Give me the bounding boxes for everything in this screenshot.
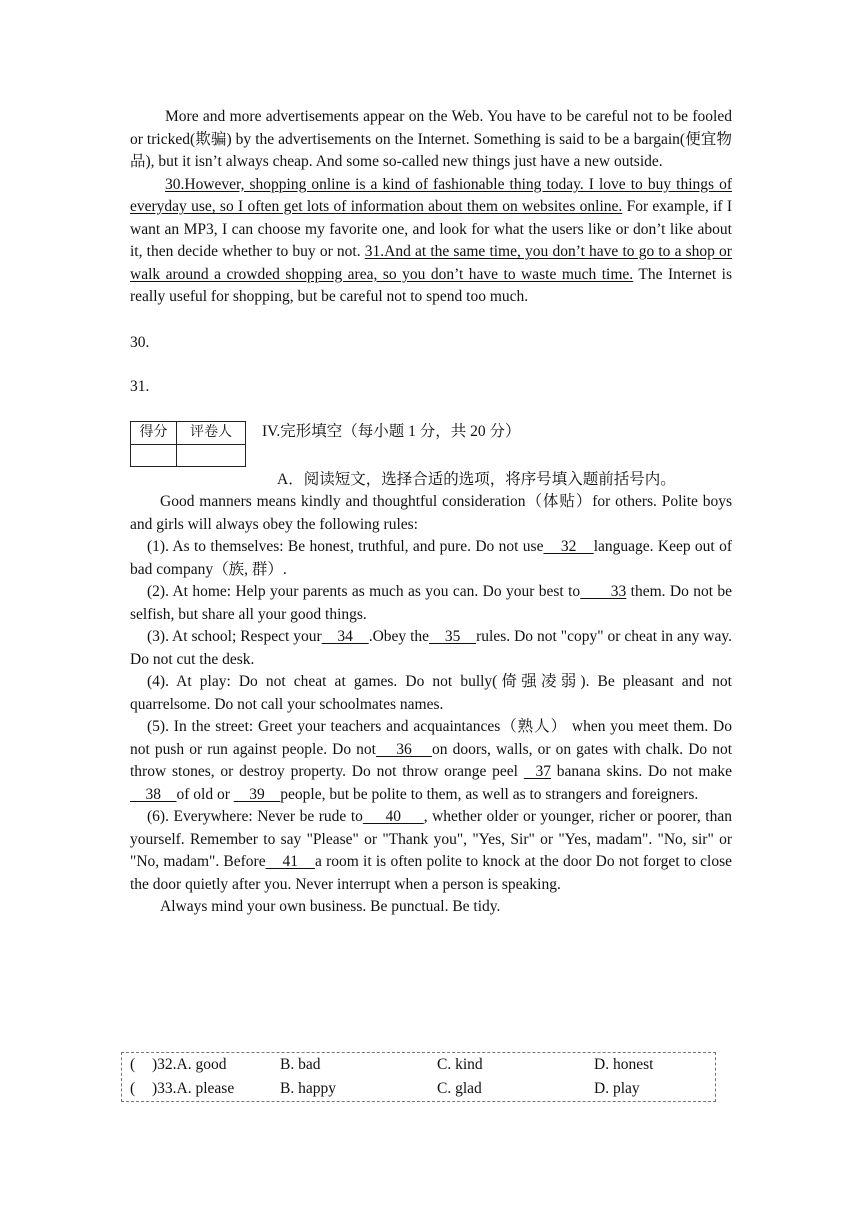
- grader-cell[interactable]: [177, 445, 246, 467]
- rule-text: (6). Everywhere: Never be rude to: [147, 808, 363, 825]
- option-c: C. kind: [437, 1056, 483, 1073]
- rule-text: (3). At school; Respect your: [147, 628, 322, 645]
- rule-text: on doors, walls, or on gates with chalk. Do not throw stones, or destroy property. Do not throw orange peel: [130, 740, 733, 780]
- options-box: [121, 1052, 716, 1102]
- answer-bracket[interactable]: (: [130, 1056, 136, 1073]
- rule-text: them. Do not be selfish, but share all your good things.: [130, 583, 733, 623]
- rule-text: (1). As to themselves: Be honest, truthful, and pure. Do not use: [147, 538, 544, 555]
- answer-bracket[interactable]: (: [130, 1080, 136, 1097]
- rule-text: (2). At home: Help your parents as much as you can. Do your best to: [147, 583, 581, 600]
- blank-41: 41: [265, 853, 315, 870]
- option-b: B. bad: [280, 1056, 321, 1073]
- cloze-intro: Good manners means kindly and thoughtful consideration（体贴）for others. Polite boys and girls will always obey the following rules:: [130, 493, 732, 533]
- rule-text: people, but be polite to them, as well as to strangers and foreigners.: [280, 785, 699, 803]
- score-cell[interactable]: [131, 445, 177, 467]
- blank-39: 39: [233, 785, 281, 803]
- rule-3: [130, 626, 732, 671]
- option-a: )33.A. please: [152, 1080, 235, 1097]
- option-b: B. happy: [280, 1080, 336, 1097]
- answer-line-30: 30.: [130, 333, 150, 351]
- option-c: C. glad: [437, 1080, 482, 1097]
- grader-header: 评卷人: [177, 421, 246, 445]
- option-a: )32.A. good: [152, 1056, 227, 1073]
- blank-40: 40: [362, 808, 424, 825]
- rule-text: rules. Do not "copy" or cheat in any way. Do not cut the desk.: [130, 628, 732, 668]
- blank-36: 36: [375, 740, 432, 758]
- rule-text: (5). In the street: Greet your teachers and acquaintances（熟人） when you meet them. Do not push or run against people. Do not: [130, 718, 732, 758]
- blank-32: 32: [543, 538, 594, 555]
- score-section-header: [130, 421, 732, 471]
- section-title: IV.完形填空（每小题 1 分，共 20 分）: [262, 422, 521, 440]
- underlined-sentence-30: 30.However, shopping online is a kind of fashionable thing today. I love to buy things of everyday use, so I often get lots of information about them on websites online.: [130, 175, 732, 215]
- paragraph-text: The Internet is really useful for shopping, but be careful not to spend too much.: [130, 265, 732, 305]
- rule-4: (4). At play: Do not cheat at games. Do not bully(倚强凌弱). Be pleasant and not quarrelsome. Do not call your schoolmates names.: [130, 673, 732, 713]
- option-row-32: [122, 1053, 715, 1077]
- option-row-33: [122, 1077, 715, 1101]
- rule-6: [130, 806, 732, 896]
- rule-text: of old or: [176, 785, 234, 803]
- blank-34: 34: [321, 628, 369, 645]
- reading-paragraph-1: More and more advertisements appear on the Web. You have to be careful not to be fooled or tricked(欺骗) by the advertisements on the Internet. Something is said to be a bargain(便宜物品), but it isn’t always cheap. And some so-called new things just have a new outside.: [130, 108, 732, 170]
- answer-line-31: 31.: [130, 378, 150, 395]
- rule-text: language. Keep out of bad company（族, 群）.: [130, 538, 732, 578]
- score-header: 得分: [131, 421, 177, 445]
- blank-35: 35: [429, 628, 477, 645]
- option-d: D. honest: [594, 1056, 654, 1073]
- rule-text: a room it is often polite to knock at the door Do not forget to close the door quietly after you. Never interrupt when a person is speaking.: [130, 853, 732, 893]
- underlined-sentence-31: 31.And at the same time, you don’t have to go to a shop or walk around a crowded shopping area, so you don’t have to waste much time.: [130, 243, 732, 283]
- rule-2: [130, 581, 732, 626]
- closing-line: Always mind your own business. Be punctual. Be tidy.: [160, 898, 501, 915]
- blank-38: 38: [130, 785, 177, 803]
- score-table: [130, 421, 246, 468]
- option-d: D. play: [594, 1080, 640, 1097]
- rule-text: , whether older or younger, richer or poorer, than yourself. Remember to say "Please" or "Thank you", "Yes, Sir" or "Yes, madam". "No, sir" or "No, madam". Before: [130, 808, 732, 870]
- document-page: [130, 106, 732, 919]
- section-subheading: A．阅读短文，选择合适的选项，将序号填入题前括号内。: [277, 470, 676, 488]
- reading-paragraph-2: [130, 174, 732, 309]
- blank-33: 33: [580, 583, 627, 600]
- paragraph-text: For example, if I want an MP3, I can choose my favorite one, and look for what the users like or don’t like about it, then decide whether to buy or not.: [130, 198, 732, 260]
- rule-5: [130, 716, 732, 806]
- rule-text: banana skins. Do not make: [550, 763, 733, 780]
- rule-text: .Obey the: [368, 628, 430, 645]
- rule-1: [130, 536, 732, 581]
- blank-37: 37: [523, 763, 551, 780]
